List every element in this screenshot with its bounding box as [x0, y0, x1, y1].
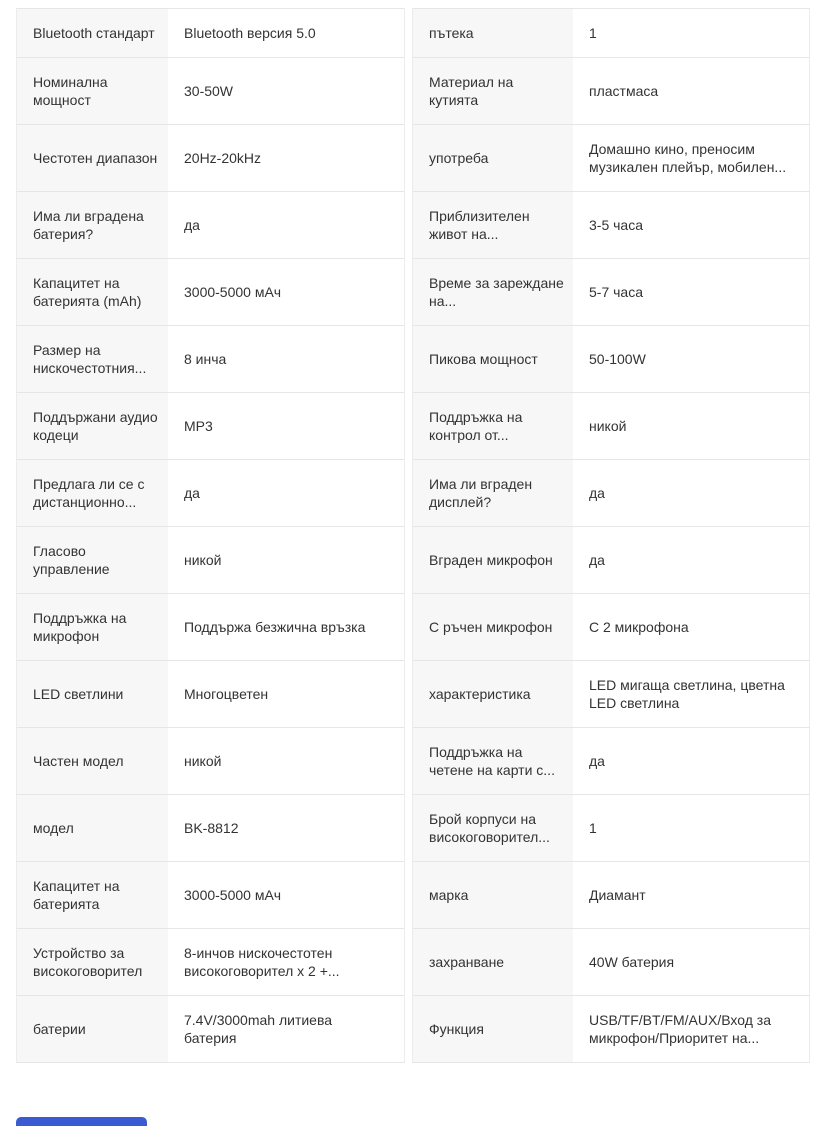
spec-value-cell: Bluetooth версия 5.0 — [168, 8, 405, 58]
spec-value-cell: никой — [168, 728, 405, 795]
spec-value-cell: 50-100W — [573, 326, 810, 393]
spec-value-cell: 30-50W — [168, 58, 405, 125]
spec-label-cell: Брой корпуси на високоговорител... — [412, 795, 573, 862]
spec-label-cell: Поддръжка на четене на карти с... — [412, 728, 573, 795]
spec-value-cell: да — [573, 728, 810, 795]
spec-value-cell: 8-инчов нискочестотен високоговорител x 2 +... — [168, 929, 405, 996]
specifications-table — [16, 8, 810, 1063]
spec-value-cell: 5-7 часа — [573, 259, 810, 326]
spec-value-cell: USB/TF/BT/FM/AUX/Вход за микрофон/Приоритет на... — [573, 996, 810, 1063]
spec-value-cell: LED мигаща светлина, цветна LED светлина — [573, 661, 810, 728]
table-gutter — [405, 58, 412, 125]
spec-label-cell: Поддръжка на контрол от... — [412, 393, 573, 460]
spec-row — [16, 8, 810, 58]
spec-label-cell: Капацитет на батерията — [16, 862, 168, 929]
spec-row — [16, 594, 810, 661]
spec-label-cell: характеристика — [412, 661, 573, 728]
spec-label-cell: Пикова мощност — [412, 326, 573, 393]
spec-label-cell: марка — [412, 862, 573, 929]
spec-label-cell: захранване — [412, 929, 573, 996]
spec-value-cell: 1 — [573, 8, 810, 58]
spec-label-cell: Функция — [412, 996, 573, 1063]
spec-row — [16, 125, 810, 192]
spec-label-cell: Номинална мощност — [16, 58, 168, 125]
spec-label-cell: Bluetooth стандарт — [16, 8, 168, 58]
spec-row — [16, 259, 810, 326]
table-gutter — [405, 8, 412, 58]
spec-row — [16, 996, 810, 1063]
table-gutter — [405, 594, 412, 661]
spec-label-cell: Има ли вградена батерия? — [16, 192, 168, 259]
spec-value-cell: да — [573, 527, 810, 594]
spec-row — [16, 795, 810, 862]
table-gutter — [405, 259, 412, 326]
table-gutter — [405, 996, 412, 1063]
spec-label-cell: Устройство за високоговорител — [16, 929, 168, 996]
spec-value-cell: никой — [573, 393, 810, 460]
spec-label-cell: Вграден микрофон — [412, 527, 573, 594]
spec-value-cell: 3000-5000 мАч — [168, 259, 405, 326]
spec-label-cell: модел — [16, 795, 168, 862]
spec-label-cell: Гласово управление — [16, 527, 168, 594]
spec-value-cell: Многоцветен — [168, 661, 405, 728]
table-gutter — [405, 192, 412, 259]
spec-label-cell: Размер на нискочестотния... — [16, 326, 168, 393]
spec-value-cell: 3-5 часа — [573, 192, 810, 259]
spec-label-cell: Има ли вграден дисплей? — [412, 460, 573, 527]
spec-value-cell: MP3 — [168, 393, 405, 460]
spec-row — [16, 460, 810, 527]
spec-value-cell: да — [573, 460, 810, 527]
spec-label-cell: Поддържани аудио кодеци — [16, 393, 168, 460]
table-gutter — [405, 326, 412, 393]
spec-value-cell: BK-8812 — [168, 795, 405, 862]
spec-label-cell: пътека — [412, 8, 573, 58]
spec-value-cell: 40W батерия — [573, 929, 810, 996]
spec-label-cell: употреба — [412, 125, 573, 192]
spec-row — [16, 728, 810, 795]
spec-label-cell: Честотен диапазон — [16, 125, 168, 192]
table-gutter — [405, 527, 412, 594]
spec-label-cell: Предлага ли се с дистанционно... — [16, 460, 168, 527]
partial-blue-button[interactable] — [16, 1117, 147, 1126]
spec-row — [16, 58, 810, 125]
spec-label-cell: Материал на кутията — [412, 58, 573, 125]
spec-value-cell: никой — [168, 527, 405, 594]
table-gutter — [405, 929, 412, 996]
spec-value-cell: Поддържа безжична връзка — [168, 594, 405, 661]
table-gutter — [405, 728, 412, 795]
spec-value-cell: С 2 микрофона — [573, 594, 810, 661]
spec-value-cell: 1 — [573, 795, 810, 862]
spec-value-cell: пластмаса — [573, 58, 810, 125]
spec-value-cell: Диамант — [573, 862, 810, 929]
spec-value-cell: Домашно кино, преносим музикален плейър, мобилен... — [573, 125, 810, 192]
table-gutter — [405, 393, 412, 460]
table-gutter — [405, 661, 412, 728]
spec-value-cell: 3000-5000 мАч — [168, 862, 405, 929]
spec-label-cell: Поддръжка на микрофон — [16, 594, 168, 661]
spec-label-cell: LED светлини — [16, 661, 168, 728]
spec-label-cell: батерии — [16, 996, 168, 1063]
table-gutter — [405, 460, 412, 527]
spec-row — [16, 527, 810, 594]
spec-row — [16, 661, 810, 728]
table-gutter — [405, 795, 412, 862]
table-gutter — [405, 125, 412, 192]
spec-value-cell: 20Hz-20kHz — [168, 125, 405, 192]
spec-value-cell: 7.4V/3000mah литиева батерия — [168, 996, 405, 1063]
spec-row — [16, 862, 810, 929]
spec-row — [16, 929, 810, 996]
table-gutter — [405, 862, 412, 929]
spec-value-cell: да — [168, 192, 405, 259]
spec-row — [16, 326, 810, 393]
spec-row — [16, 393, 810, 460]
spec-label-cell: С ръчен микрофон — [412, 594, 573, 661]
spec-label-cell: Частен модел — [16, 728, 168, 795]
spec-label-cell: Капацитет на батерията (mAh) — [16, 259, 168, 326]
spec-value-cell: 8 инча — [168, 326, 405, 393]
spec-label-cell: Приблизителен живот на... — [412, 192, 573, 259]
spec-value-cell: да — [168, 460, 405, 527]
spec-row — [16, 192, 810, 259]
spec-label-cell: Време за зареждане на... — [412, 259, 573, 326]
